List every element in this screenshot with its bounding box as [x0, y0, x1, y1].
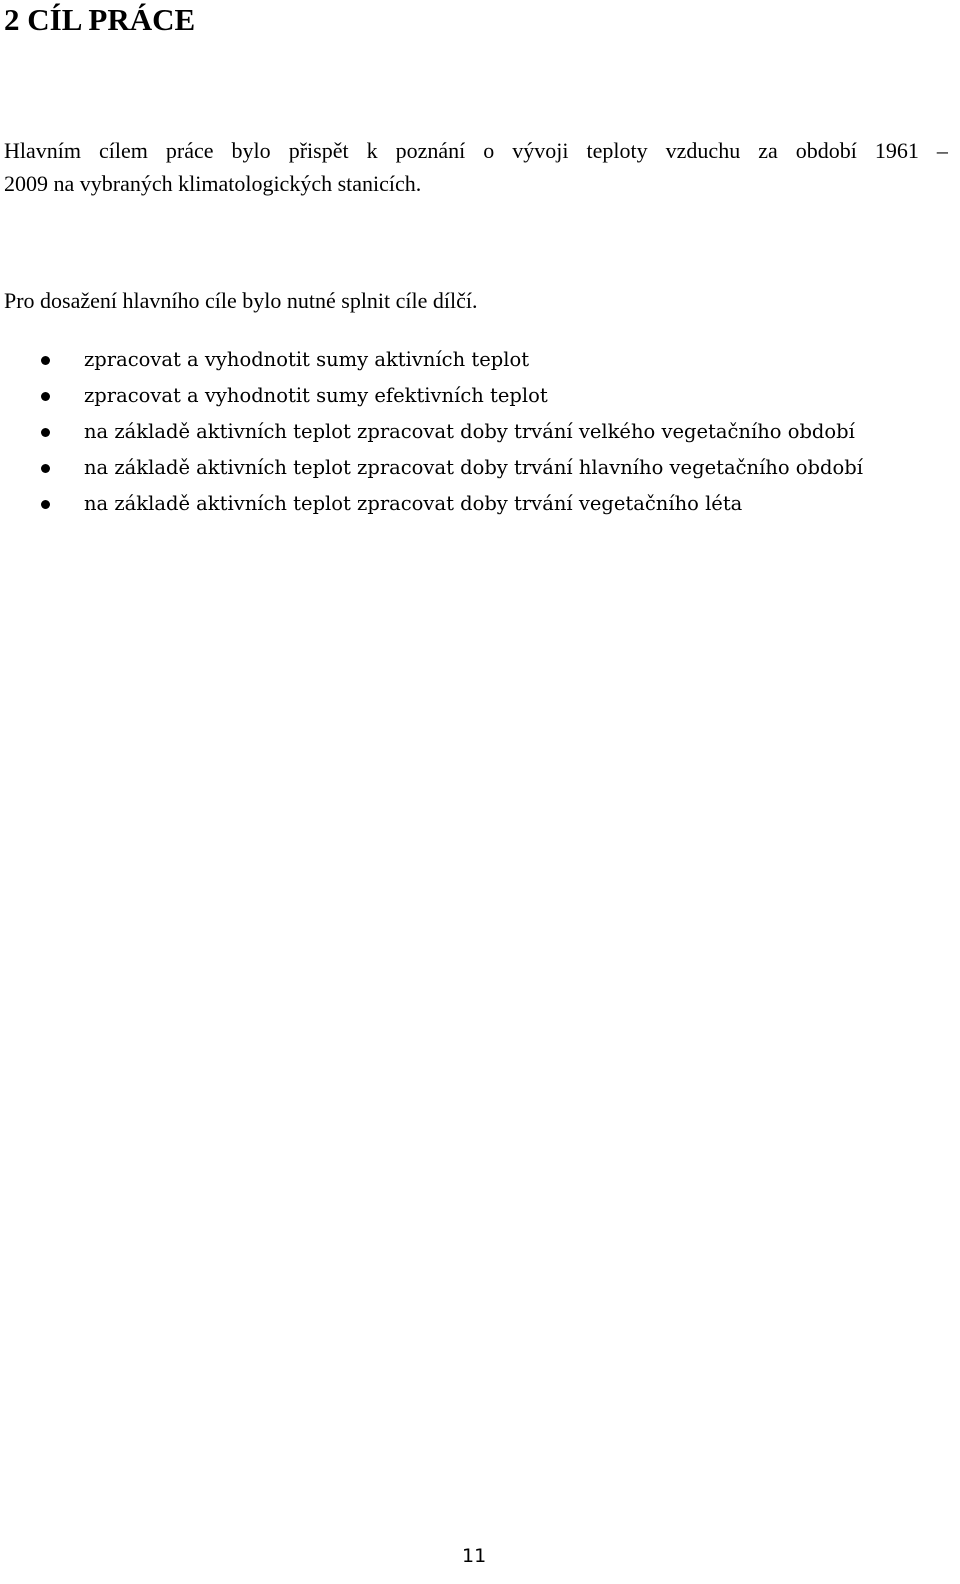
main-goal-paragraph	[4, 134, 948, 200]
main-goal-word: 1961	[874, 138, 919, 163]
main-goal-word: cílem	[99, 138, 148, 163]
main-goal-word: poznání	[395, 138, 466, 163]
bullet-icon	[41, 356, 50, 365]
main-goal-word: Hlavním	[4, 138, 81, 163]
main-goal-word: za	[758, 138, 778, 163]
list-item-text: na základě aktivních teplot zpracovat doby trvání hlavního vegetačního období	[84, 456, 863, 479]
bullet-icon	[41, 392, 50, 401]
list-item-text: na základě aktivních teplot zpracovat doby trvání velkého vegetačního období	[84, 420, 855, 443]
main-goal-word: k	[366, 138, 378, 163]
main-goal-word: práce	[165, 138, 214, 163]
list-item-text: zpracovat a vyhodnotit sumy aktivních teplot	[84, 348, 530, 371]
main-goal-word: vývoji	[512, 138, 569, 163]
chapter-heading: 2 CÍL PRÁCE	[4, 2, 196, 37]
main-goal-word: období	[795, 138, 857, 163]
page-number: 11	[462, 1545, 487, 1567]
list-item-text: na základě aktivních teplot zpracovat doby trvání vegetačního léta	[84, 492, 743, 515]
main-goal-line-2: 2009 na vybraných klimatologických stanicích.	[4, 171, 422, 196]
bullet-icon	[41, 428, 50, 437]
main-goal-word: o	[483, 138, 495, 163]
main-goal-word: bylo	[231, 138, 271, 163]
list-item-text: zpracovat a vyhodnotit sumy efektivních teplot	[84, 384, 548, 407]
main-goal-line-1	[4, 134, 948, 167]
main-goal-word: vzduchu	[665, 138, 741, 163]
main-goal-word: teploty	[586, 138, 648, 163]
bullet-icon	[41, 500, 50, 509]
main-goal-word: přispět	[288, 138, 349, 163]
sub-goals-intro: Pro dosažení hlavního cíle bylo nutné splnit cíle dílčí.	[4, 288, 478, 313]
main-goal-word: –	[936, 138, 948, 163]
bullet-icon	[41, 464, 50, 473]
